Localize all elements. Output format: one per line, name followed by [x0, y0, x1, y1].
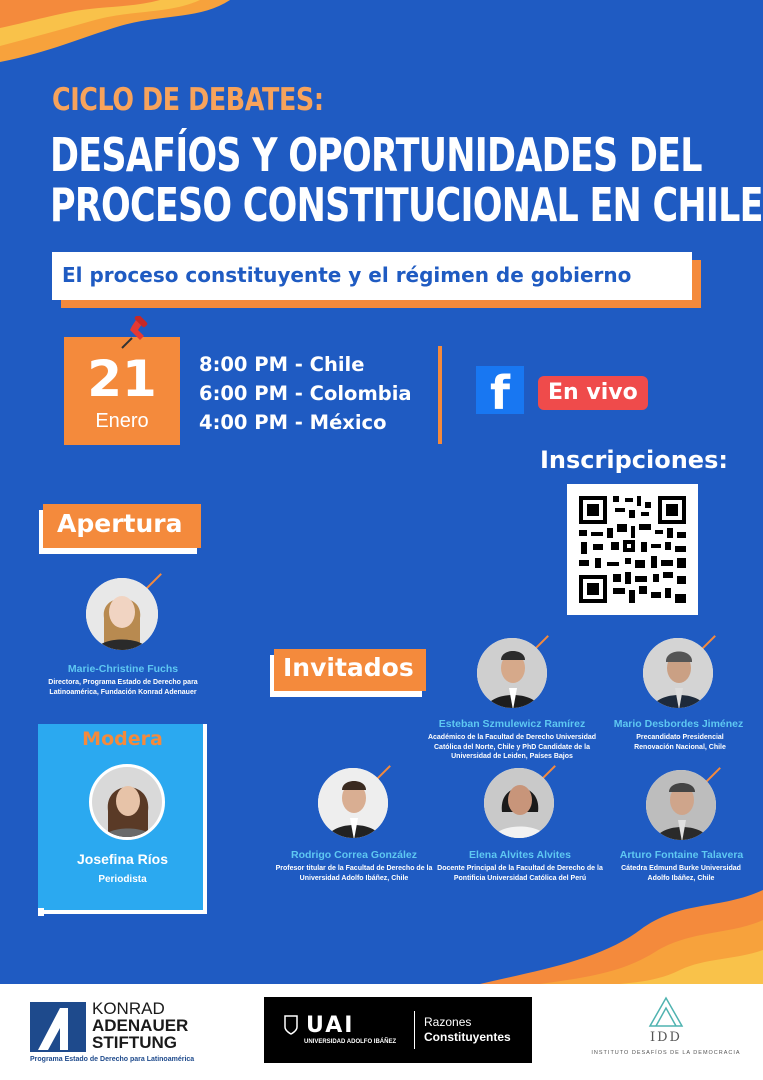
opening-label-box [43, 504, 201, 548]
guest-name-5: Arturo Fontaine Talavera [619, 849, 744, 861]
idd-wordmark: IDD [650, 1030, 682, 1045]
guest-role-5: Cátedra Edmund Burke Universidad Adolfo Ibáñez, Chile [621, 865, 741, 882]
avatar-arturo [646, 770, 716, 840]
guests-label: Invitados [283, 653, 414, 682]
moderator-box [38, 724, 207, 914]
guest-role-3: Profesor titular de la Facultad de Derecho de la Universidad Adolfo Ibáñez, Chile [275, 865, 433, 882]
kas-line-3: STIFTUNG [92, 1033, 177, 1052]
date-day: 21 [87, 350, 157, 408]
opening-role: Directora, Programa Estado de Derecho para Latinoamérica, Fundación Konrad Adenauer [48, 679, 198, 696]
opening-name: Marie-Christine Fuchs [67, 663, 179, 675]
time-colombia: 6:00 PM - Colombia [199, 382, 412, 405]
registration-label: Inscripciones: [540, 446, 728, 474]
razones-line-2: Constituyentes [424, 1030, 511, 1044]
sponsor-footer [0, 984, 763, 1080]
guests-label-box [274, 649, 426, 691]
idd-mark-icon [648, 996, 684, 1028]
uai-logo [264, 997, 532, 1063]
bottom-wave-decoration [480, 880, 763, 984]
guest-name-4: Elena Alvites Alvites [469, 849, 571, 861]
title-line-2: PROCESO CONSTITUCIONAL EN CHILE [50, 178, 763, 232]
idd-logo [588, 996, 744, 1068]
opening-label: Apertura [57, 509, 183, 538]
kas-subtitle: Programa Estado de Derecho para Latinoamérica [30, 1056, 195, 1063]
kas-line-2: ADENAUER [92, 1016, 189, 1035]
avatar-elena [484, 768, 554, 838]
guest-name-2: Mario Desbordes Jiménez [613, 718, 744, 730]
avatar-esteban [477, 638, 547, 708]
event-kicker: CICLO DE DEBATES: [52, 82, 324, 118]
event-subtitle: El proceso constituyente y el régimen de gobierno [62, 263, 632, 287]
avatar-mario [643, 638, 713, 708]
top-wave-decoration [0, 0, 240, 70]
idd-name: INSTITUTO DESAFÍOS DE LA DEMOCRACIA [591, 1050, 741, 1056]
facebook-icon[interactable]: f [476, 366, 524, 414]
title-line-1: DESAFÍOS Y OPORTUNIDADES DEL [50, 128, 702, 182]
avatar-marie-christine [86, 578, 158, 650]
time-chile: 8:00 PM - Chile [199, 353, 365, 376]
divider [438, 346, 442, 444]
kas-mark-icon [30, 1002, 86, 1052]
subtitle-banner [52, 252, 692, 300]
date-month: Enero [95, 410, 149, 432]
moderator-label: Modera [82, 728, 163, 750]
guest-role-4: Docente Principal de la Facultad de Derecho de la Pontificia Universidad Católica del Perú [437, 865, 603, 882]
guest-role-2: Precandidato Presidencial Renovación Nacional, Chile [634, 734, 726, 751]
avatar-josefina [89, 764, 165, 840]
guest-name-3: Rodrigo Correa González [290, 849, 417, 861]
event-title [50, 130, 763, 230]
pushpin-icon [116, 316, 154, 354]
moderator-box-shadow [38, 908, 44, 916]
uai-name: UNIVERSIDAD ADOLFO IBÁÑEZ [304, 1039, 397, 1045]
time-mexico: 4:00 PM - México [199, 411, 387, 434]
uai-wordmark: UAI [306, 1013, 355, 1038]
avatar-rodrigo [318, 768, 388, 838]
qr-code[interactable] [567, 484, 698, 615]
uai-divider [414, 1011, 415, 1049]
kas-logo [30, 1000, 230, 1070]
moderator-name: Josefina Ríos [76, 851, 169, 867]
guest-role-1: Académico de la Facultad de Derecho Universidad Católica del Norte, Chile y PhD Candidate de la Universidad de Leiden, Países Bajos [427, 734, 597, 760]
guest-name-1: Esteban Szmulewicz Ramírez [438, 718, 586, 730]
moderator-role: Periodista [98, 874, 147, 885]
live-badge: En vivo [538, 376, 648, 410]
schedule-times [199, 350, 412, 437]
kas-line-1: KONRAD [92, 999, 165, 1018]
razones-line-1: Razones [424, 1015, 472, 1029]
uai-crest-icon [284, 1015, 298, 1035]
